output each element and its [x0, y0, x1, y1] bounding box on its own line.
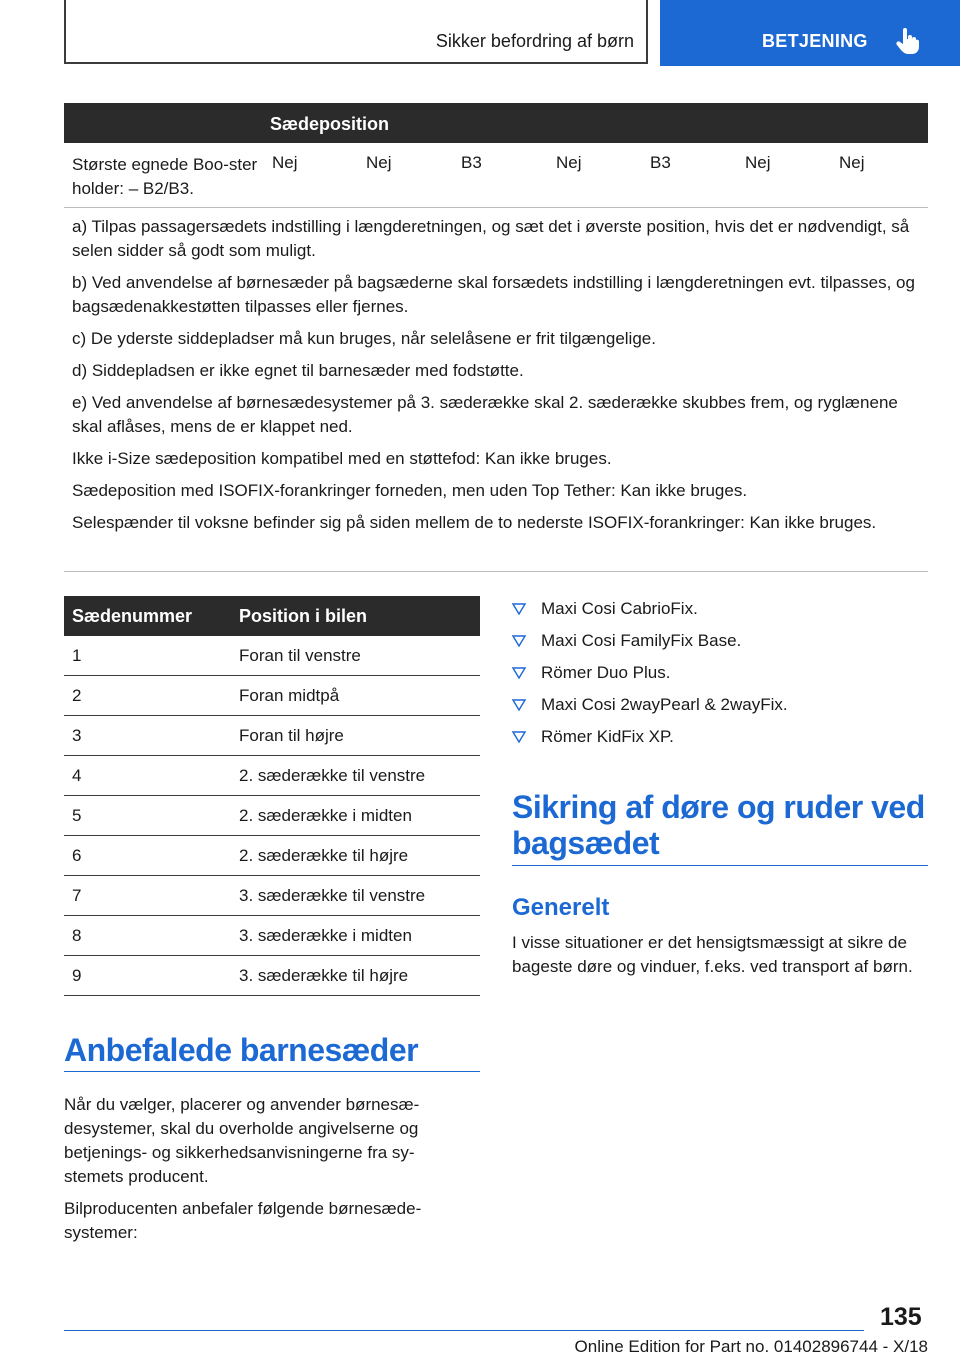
- list-item: [512, 724, 928, 756]
- list-item-text: Maxi Cosi FamilyFix Base.: [541, 631, 742, 650]
- triangle-bullet-icon: [512, 699, 526, 711]
- seat-position: 3. sæderække til venstre: [239, 886, 426, 905]
- heading-underline: [512, 865, 928, 866]
- seat-position: Foran midtpå: [239, 686, 340, 705]
- seat-position: 3. sæderække til højre: [239, 966, 409, 985]
- section-title: Sikker befordring af børn: [435, 31, 634, 51]
- table-row: [64, 836, 480, 876]
- list-item: [512, 660, 928, 692]
- paragraph: Bilproducenten anbefaler følgende børnesæde-systemer:: [64, 1199, 422, 1242]
- seat-number: 4: [72, 766, 82, 785]
- chapter-label: BETJENING: [762, 31, 868, 51]
- seat-position: Foran til venstre: [239, 646, 361, 665]
- table-cell: B3: [461, 153, 482, 172]
- section-heading-recommended: Anbefalede barnesæder: [64, 1032, 419, 1068]
- heading-underline: [64, 1071, 480, 1072]
- seat-number: 7: [72, 886, 82, 905]
- table-row: [64, 956, 480, 996]
- column-header-position: Position i bilen: [239, 606, 368, 626]
- table-row: [64, 796, 480, 836]
- column-header-seat-number: Sædenummer: [72, 606, 193, 626]
- subheading-general: Generelt: [512, 894, 610, 921]
- triangle-bullet-icon: [512, 667, 526, 679]
- note: b) Ved anvendelse af børnesæder på bagsæderne skal forsædets indstilling i længderetningen evt. tilpasses, og bagsædenakkestøtten tilpasses eller fjernes.: [72, 273, 915, 316]
- paragraph: Når du vælger, placerer og anvender børnesæ-desystemer, skal du overholde angivelserne og betjenings- og sikkerhedsanvisningerne fra sy-stemets producent.: [64, 1095, 420, 1186]
- position-table: [64, 636, 480, 996]
- table-cell: Nej: [556, 153, 582, 172]
- hand-pointer-icon: [896, 28, 920, 54]
- triangle-bullet-icon: [512, 603, 526, 615]
- row-label: Største egnede Boo-ster holder: – B2/B3.: [72, 155, 258, 198]
- list-item-text: Maxi Cosi CabrioFix.: [541, 599, 698, 618]
- table-row: [64, 876, 480, 916]
- table-row: [64, 916, 480, 956]
- position-table-header: [64, 596, 480, 636]
- seat-table-header: [64, 103, 928, 143]
- door-safety-body: [512, 931, 932, 987]
- list-item-text: Römer KidFix XP.: [541, 727, 674, 746]
- table-row: [64, 756, 480, 796]
- seat-position: 2. sæderække til venstre: [239, 766, 426, 785]
- page-number: 135: [880, 1303, 922, 1331]
- seat-position: Foran til højre: [239, 726, 344, 745]
- note: Ikke i-Size sædeposition kompatibel med en støttefod: Kan ikke bruges.: [72, 449, 612, 468]
- table-cell: Nej: [272, 153, 298, 172]
- table-row: [64, 636, 480, 676]
- chapter-tab[interactable]: [660, 0, 960, 66]
- seat-position: 2. sæderække til højre: [239, 846, 409, 865]
- divider: [64, 571, 928, 572]
- triangle-bullet-icon: [512, 731, 526, 743]
- note: e) Ved anvendelse af børnesædesystemer på 3. sæderække skal 2. sæderække skubbes frem, og ryglænene skal aflåses, mens de er klappet ned.: [72, 393, 898, 436]
- seat-number: 5: [72, 806, 82, 825]
- header-left-box: [64, 0, 648, 64]
- edition-footer: Online Edition for Part no. 01402896744 - X/18: [574, 1337, 928, 1356]
- seat-number: 8: [72, 926, 82, 945]
- paragraph: I visse situationer er det hensigtsmæssigt at sikre de bageste døre og vinduer, f.eks. ved transport af børn.: [512, 933, 913, 976]
- table-notes: [72, 215, 920, 543]
- footer-rule: [64, 1330, 864, 1331]
- table-cell: Nej: [745, 153, 771, 172]
- table-cell: Nej: [366, 153, 392, 172]
- triangle-bullet-icon: [512, 635, 526, 647]
- seat-number: 6: [72, 846, 82, 865]
- note: c) De yderste siddepladser må kun bruges, når selelåsene er frit tilgængelige.: [72, 329, 656, 348]
- seat-number: 3: [72, 726, 82, 745]
- list-item-text: Römer Duo Plus.: [541, 663, 671, 682]
- seat-table-row: [64, 143, 928, 208]
- seat-number: 1: [72, 646, 82, 665]
- list-item: [512, 692, 928, 724]
- table-row: [64, 676, 480, 716]
- recommended-seat-list: [512, 596, 928, 756]
- list-item-text: Maxi Cosi 2wayPearl & 2wayFix.: [541, 695, 788, 714]
- seat-number: 2: [72, 686, 82, 705]
- section-heading-door-safety: Sikring af døre og ruder ved bagsædet: [512, 789, 925, 861]
- note: a) Tilpas passagersædets indstilling i længderetningen, og sæt det i øverste position, hvis det er nødvendigt, så selen sidder så godt som muligt.: [72, 217, 910, 260]
- note: d) Siddepladsen er ikke egnet til barnesæder med fodstøtte.: [72, 361, 524, 380]
- table-cell: Nej: [839, 153, 865, 172]
- seat-position: 2. sæderække i midten: [239, 806, 412, 825]
- seat-position: 3. sæderække i midten: [239, 926, 412, 945]
- seat-number: 9: [72, 966, 82, 985]
- list-item: [512, 628, 928, 660]
- note: Selespænder til voksne befinder sig på siden mellem de to nederste ISOFIX-forankringer: Kan ikke bruges.: [72, 513, 877, 532]
- table-row: [64, 716, 480, 756]
- list-item: [512, 596, 928, 628]
- note: Sædeposition med ISOFIX-forankringer forneden, men uden Top Tether: Kan ikke bruges.: [72, 481, 748, 500]
- seat-table-header-label: Sædeposition: [270, 114, 390, 134]
- table-cell: B3: [650, 153, 671, 172]
- recommended-body: [64, 1093, 474, 1253]
